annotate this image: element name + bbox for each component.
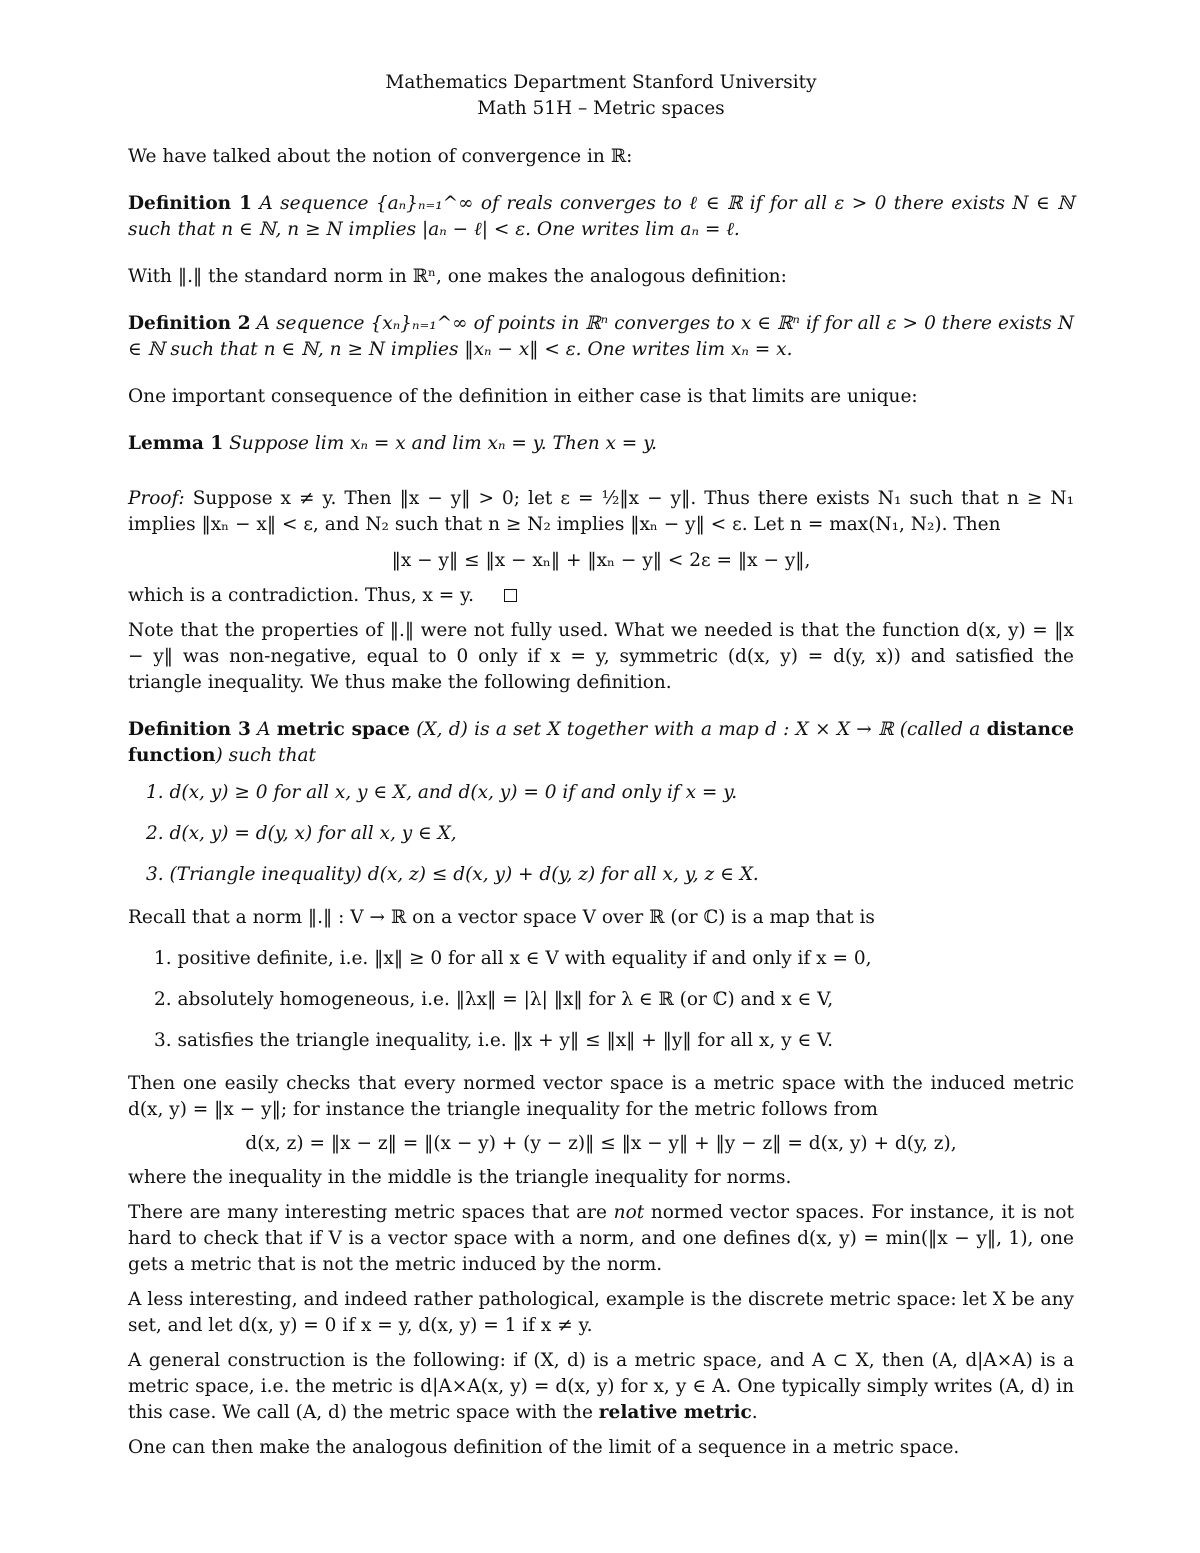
discrete-metric-paragraph: A less interesting, and indeed rather pathological, example is the discrete metric space: let X be any set, and let d(x, y) = 0 if x = y, d(x, y) = 1 if x ≠ y. xyxy=(128,1289,1074,1336)
definition-3-term-distance-function: distance function xyxy=(128,719,1075,766)
definition-1-text: A sequence {aₙ}ₙ₌₁^∞ of reals converges to ℓ ∈ ℝ if for all ε > 0 there exists N ∈ ℕ such that n ∈ ℕ, n ≥ N implies |aₙ − ℓ| < ε. One writes lim aₙ = ℓ. xyxy=(128,193,1074,240)
list-item: 2. absolutely homogeneous, i.e. ‖λx‖ = |λ| ‖x‖ for λ ∈ ℝ (or ℂ) and x ∈ V, xyxy=(154,989,834,1010)
final-paragraph: One can then make the analogous definition of the limit of a sequence in a metric space. xyxy=(128,1437,960,1458)
list-item: 1. positive definite, i.e. ‖x‖ ≥ 0 for all x ∈ V with equality if and only if x = 0, xyxy=(154,948,872,969)
definition-1-label: Definition 1 xyxy=(128,193,252,214)
lemma-1-label: Lemma 1 xyxy=(128,433,224,454)
general-text-b: . xyxy=(751,1402,758,1423)
list-item: 1. d(x, y) ≥ 0 for all x, y ∈ X, and d(x, y) = 0 if and only if x = y. xyxy=(146,782,738,803)
proof-label: Proof: xyxy=(128,488,185,509)
proof-text: Suppose x ≠ y. Then ‖x − y‖ > 0; let ε = ½‖x − y‖. Thus there exists N₁ such that n ≥ N₁ implies ‖xₙ − x‖ < ε, and N₂ such that n ≥ N₂ implies ‖xₙ − y‖ < ε. Let n = max(N₁, N₂). Then xyxy=(128,488,1074,535)
definition-2 xyxy=(128,311,1074,363)
consequence-paragraph: One important consequence of the definition in either case is that limits are unique: xyxy=(128,386,918,407)
triangle-display-equation: d(x, z) = ‖x − z‖ = ‖(x − y) + (y − z)‖ ≤ ‖x − y‖ + ‖y − z‖ = d(x, y) + d(y, z), xyxy=(245,1133,957,1154)
definition-3-label: Definition 3 xyxy=(128,719,251,740)
lemma-1-text: Suppose lim xₙ = x and lim xₙ = y. Then x = y. xyxy=(229,433,658,454)
definition-3-text-a: A xyxy=(257,719,271,740)
proof-conclusion xyxy=(128,583,1074,609)
recall-paragraph: Recall that a norm ‖.‖ : V → ℝ on a vector space V over ℝ (or ℂ) is a map that is xyxy=(128,907,875,928)
definition-2-label: Definition 2 xyxy=(128,313,251,334)
relative-metric-term: relative metric xyxy=(598,1402,752,1423)
list-item: 3. (Triangle inequality) d(x, z) ≤ d(x, y) + d(y, z) for all x, y, z ∈ X. xyxy=(146,864,759,885)
definition-1 xyxy=(128,191,1074,243)
definition-2-text: A sequence {xₙ}ₙ₌₁^∞ of points in ℝⁿ converges to x ∈ ℝⁿ if for all ε > 0 there exists N ∈ ℕ such that n ∈ ℕ, n ≥ N implies ‖xₙ − x‖ < ε. One writes lim xₙ = x. xyxy=(128,313,1075,360)
general-text-a: A general construction is the following: if (X, d) is a metric space, and A ⊂ X, then (A, d|A×A) is a metric space, i.e. the metric is d|A×A(x, y) = d(x, y) for x, y ∈ A. One typically simply writes (A, d) in this case. We call (A, d) the metric space with the xyxy=(128,1350,1074,1423)
list-item: 3. satisfies the triangle inequality, i.e. ‖x + y‖ ≤ ‖x‖ + ‖y‖ for all x, y ∈ V. xyxy=(154,1030,834,1051)
note-paragraph: Note that the properties of ‖.‖ were not fully used. What we needed is that the function d(x, y) = ‖x − y‖ was non-negative, equal to 0 only if x = y, symmetric (d(x, y) = d(y, x)) and satisfied the triangle inequality. We thus make the following definition. xyxy=(128,620,1074,693)
list-item: 2. d(x, y) = d(y, x) for all x, y ∈ X, xyxy=(146,823,457,844)
proof-display-equation: ‖x − y‖ ≤ ‖x − xₙ‖ + ‖xₙ − y‖ < 2ε = ‖x − y‖, xyxy=(391,550,811,571)
norm-properties-list xyxy=(128,946,1074,1054)
definition-3-text-c: ) such that xyxy=(215,745,316,766)
many-text-a: There are many interesting metric spaces that are xyxy=(128,1202,607,1223)
proof-conclusion-text: which is a contradiction. Thus, x = y. xyxy=(128,585,475,606)
general-construction-paragraph xyxy=(128,1348,1074,1426)
lemma-1 xyxy=(128,431,1074,457)
header-course-title: Math 51H – Metric spaces xyxy=(477,98,725,119)
many-text-b: normed vector spaces. For instance, it is not hard to check that if V is a vector space with a norm, and one defines d(x, y) = min(‖x − y‖, 1), one gets a metric that is not the metric induced by the norm. xyxy=(128,1202,1074,1275)
normed-space-paragraph: Then one easily checks that every normed vector space is a metric space with the induced metric d(x, y) = ‖x − y‖; for instance the triangle inequality for the metric follows from xyxy=(128,1073,1074,1120)
definition-3-term-metric-space: metric space xyxy=(276,719,410,740)
norm-paragraph: With ‖.‖ the standard norm in ℝⁿ, one makes the analogous definition: xyxy=(128,266,787,287)
qed-box-icon xyxy=(504,589,517,602)
header-institution: Mathematics Department Stanford University xyxy=(385,72,817,93)
document-header xyxy=(128,70,1074,122)
proof-paragraph xyxy=(128,486,1074,538)
definition-3 xyxy=(128,717,1074,769)
intro-paragraph: We have talked about the notion of convergence in ℝ: xyxy=(128,146,633,167)
document-page xyxy=(128,70,1074,1461)
normed-after-paragraph: where the inequality in the middle is the triangle inequality for norms. xyxy=(128,1167,792,1188)
definition-3-list xyxy=(128,780,1074,888)
definition-3-text-b: (X, d) is a set X together with a map d : X × X → ℝ (called a xyxy=(416,719,981,740)
many-spaces-paragraph xyxy=(128,1200,1074,1278)
many-emphasis: not xyxy=(613,1202,645,1223)
